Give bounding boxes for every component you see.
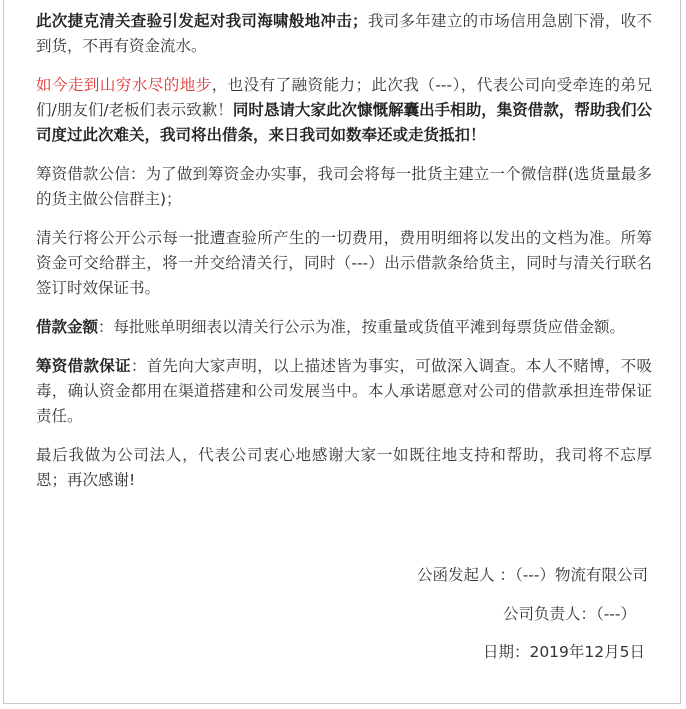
loan-amount-text: ：每批账单明细表以清关行公示为准，按重量或货值平滩到每票货应借金额。 bbox=[98, 318, 626, 336]
paragraph-thanks bbox=[36, 443, 652, 493]
signoff-responsible: 公司负责人：（---） bbox=[502, 605, 636, 623]
guarantee-heading: 筹资借款保证 bbox=[36, 357, 131, 375]
impact-text: 我司多年建立的市场信用急剧下滑，收不到货，不再有资金流水。 bbox=[36, 12, 652, 55]
letter-body bbox=[36, 9, 652, 507]
paragraph-customs-disclosure bbox=[36, 226, 652, 301]
signoff-date: 日期：2019年12月5日 bbox=[482, 643, 645, 661]
impact-heading: 此次捷克清关查验引发起对我司海啸般地冲击； bbox=[36, 12, 368, 30]
paragraph-appeal bbox=[36, 73, 652, 148]
paragraph-public-trust bbox=[36, 162, 652, 212]
appeal-highlight: 如今走到山穷水尽的地步 bbox=[36, 76, 212, 94]
public-trust-text: 筹资借款公信：为了做到筹资金办实事，我司会将每一批货主建立一个微信群(选货量最多的货主做公信群主)； bbox=[36, 165, 652, 208]
guarantee-text: ：首先向大家声明，以上描述皆为事实，可做深入调查。本人不赌博，不吸毒，确认资金都用在渠道搭建和公司发展当中。本人承诺愿意对公司的借款承担连带保证责任。 bbox=[36, 357, 652, 425]
paragraph-impact bbox=[36, 9, 652, 59]
appeal-request: 同时恳请大家此次慷慨解囊出手相助，集资借款，帮助我们公司度过此次难关，我司将出借条，来日我司如数奉还或走货抵扣！ bbox=[36, 101, 652, 144]
appeal-text: ，也没有了融资能力；此次我（---），代表公司向受牵连的弟兄们/朋友们/老板们表示致歉！ bbox=[36, 76, 652, 119]
paragraph-loan-amount bbox=[36, 315, 652, 340]
paragraph-guarantee bbox=[36, 354, 652, 429]
loan-amount-heading: 借款金额 bbox=[36, 318, 99, 336]
signoff-initiator: 公函发起人 ：（---）物流有限公司 bbox=[417, 566, 648, 584]
customs-disclosure-text: 清关行将公开公示每一批遭查验所产生的一切费用，费用明细将以发出的文档为准。所筹资金可交给群主，将一并交给清关行，同时（---）出示借款条给货主，同时与清关行联名签订时效保证书。 bbox=[36, 229, 652, 297]
thanks-text: 最后我做为公司法人，代表公司衷心地感谢大家一如既往地支持和帮助，我司将不忘厚恩；再次感谢! bbox=[36, 446, 652, 489]
